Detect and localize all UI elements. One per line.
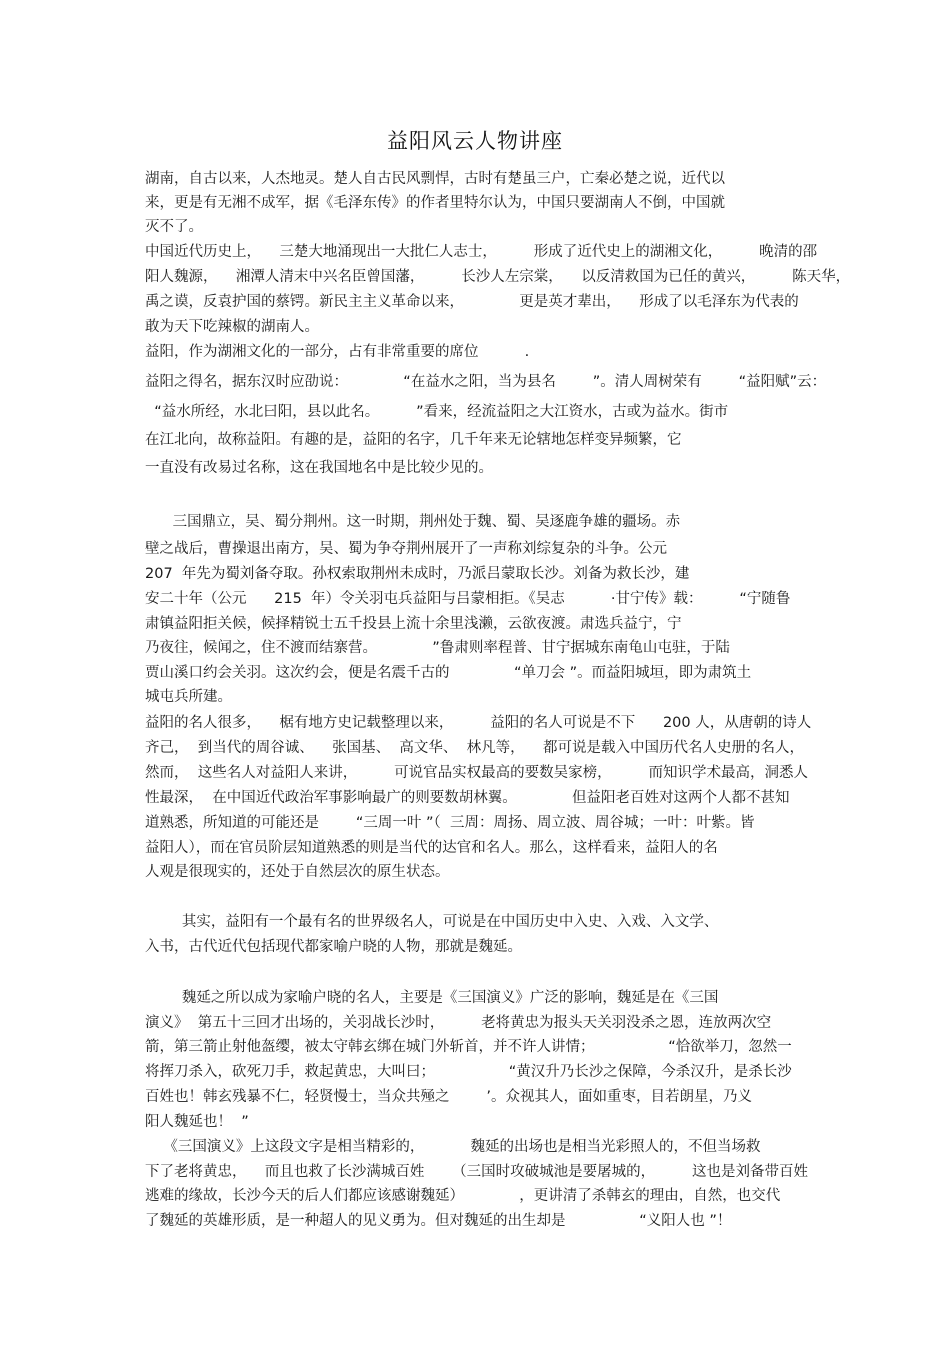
text-line: 《三国演义》上这段文字是相当精彩的， 魏延的出场也是相当光彩照人的，不但当场救 (145, 1139, 761, 1155)
text-line: 道熟悉，所知道的可能还是 “三周一叶 ”（ 三周：周扬、周立波、周谷城；一叶：叶紫。皆 (145, 815, 755, 831)
text-line: 演义》 第五十三回才出场的，关羽战长沙时， 老将黄忠为报头天关羽没杀之恩，连放两次空 (145, 1015, 772, 1031)
text-line: 灭不了。 (145, 219, 203, 235)
text-line: 贾山溪口约会关羽。这次约会，便是名震千古的 “单刀会 ”。而益阳城垣，即为肃筑土 (145, 665, 752, 681)
text-line: 阳人魏源， 湘潭人清末中兴名臣曾国藩， 长沙人左宗棠， 以反清救国为已任的黄兴， 陈天华， (145, 269, 851, 285)
text-line: 益阳，作为湖湘文化的一部分，占有非常重要的席位 . (145, 344, 530, 360)
text-line: 人观是很现实的，还处于自然层次的原生状态。 (145, 864, 450, 880)
text-line: 益阳之得名，据东汉时应劭说： “在益水之阳，当为县名 ”。清人周树荣有 “益阳赋”云： (145, 374, 827, 390)
text-line: 城屯兵所建。 (145, 689, 232, 705)
text-line: 了魏延的英雄形质，是一种超人的见义勇为。但对魏延的出生却是 “义阳人也 ”！ (145, 1213, 732, 1229)
text-line: 益阳的名人很多， 椐有地方史记载整理以来， 益阳的名人可说是不下 200 人，从唐朝的诗人 (145, 715, 812, 731)
text-line: 魏延之所以成为家喻户晓的名人，主要是《三国演义》广泛的影响，魏延是在《三国 (145, 990, 719, 1006)
text-line: 一直没有改易过名称，这在我国地名中是比较少见的。 (145, 460, 493, 476)
text-line: 来，更是有无湘不成军，据《毛泽东传》的作者里特尔认为，中国只要湖南人不倒，中国就 (145, 195, 725, 211)
text-line: 其实，益阳有一个最有名的世界级名人，可说是在中国历史中入史、入戏、入文学、 (145, 914, 719, 930)
text-line: 乃夜往，候闻之，住不渡而结寨营。 ”鲁肃则率程普、甘宁据城东南龟山屯驻，于陆 (145, 640, 730, 656)
text-line: 入书，古代近代包括现代都家喻户晓的人物，那就是魏延。 (145, 939, 522, 955)
text-line: 207 年先为蜀刘备夺取。孙权索取荆州未成时，乃派吕蒙取长沙。刘备为救长沙，建 (145, 566, 690, 582)
text-line: “益水所经，水北曰阳，县以此名。 ”看来，经流益阳之大江资水，古或为益水。街市 (145, 404, 729, 420)
text-line: 下了老将黄忠， 而且也救了长沙满城百姓 （三国时攻破城池是要屠城的， 这也是刘备带百姓 (145, 1164, 808, 1180)
text-line: 中国近代历史上， 三楚大地涌现出一大批仁人志士， 形成了近代史上的湖湘文化， 晚清的邵 (145, 244, 818, 260)
text-line: 禹之谟，反袁护国的蔡锷。新民主主义革命以来， 更是英才辈出， 形成了以毛泽东为代表的 (145, 294, 799, 310)
text-line: 逃难的缘故，长沙今天的后人们都应该感谢魏延） ，更讲清了杀韩玄的理由，自然，也交代 (145, 1188, 781, 1204)
text-line: 湖南，自古以来，人杰地灵。楚人自古民风剽悍，古时有楚虽三户，亡秦必楚之说，近代以 (145, 171, 725, 187)
text-line: 益阳人），而在官员阶层知道熟悉的则是当代的达官和名人。那么，这样看来，益阳人的名 (145, 840, 718, 856)
text-line: 箭，第三箭止射他盔缨，被太守韩玄绑在城门外斩首，并不许人讲情； “恰欲举刀，忽然一 (145, 1039, 792, 1055)
text-line: 安二十年（公元 215 年）令关羽屯兵益阳与吕蒙相拒。《吴志 ·甘宁传》载： “宁随鲁 (145, 591, 791, 607)
text-line: 齐己， 到当代的周谷诚、 张国基、 高文华、 林凡等， 都可说是载入中国历代名人史册的名人， (145, 740, 805, 756)
text-line: 然而， 这些名人对益阳人来讲， 可说官品实权最高的要数吴家榜， 而知识学术最高，洞悉人 (145, 765, 808, 781)
text-line: 壁之战后，曹操退出南方，吴、蜀为争夺荆州展开了一声称刘综复杂的斗争。公元 (145, 541, 667, 557)
document-title: 益阳风云人物讲座 (387, 129, 563, 153)
text-line: 百姓也！韩玄残暴不仁，轻贤慢士，当众共殛之 ’。众视其人，面如重枣，目若朗星，乃义 (145, 1089, 752, 1105)
text-line: 三国鼎立，吴、蜀分荆州。这一时期，荆州处于魏、蜀、吴逐鹿争雄的疆场。赤 (145, 514, 681, 530)
text-line: 阳人魏延也！ ” (145, 1114, 249, 1130)
text-line: 在江北向，故称益阳。有趣的是，益阳的名字，几千年来无论辖地怎样变异频繁，它 (145, 432, 682, 448)
text-line: 敢为天下吃辣椒的湖南人。 (145, 319, 319, 335)
text-line: 性最深， 在中国近代政治军事影响最广的则要数胡林翼。 但益阳老百姓对这两个人都不甚知 (145, 790, 790, 806)
text-line: 将挥刀杀入，砍死刀手，救起黄忠，大叫曰； “黄汉升乃长沙之保障，今杀汉升，是杀长沙 (145, 1064, 792, 1080)
text-line: 肃镇益阳拒关候，候择精锐士五千投县上流十余里浅濑，云欲夜渡。肃选兵益宁，宁 (145, 616, 682, 632)
